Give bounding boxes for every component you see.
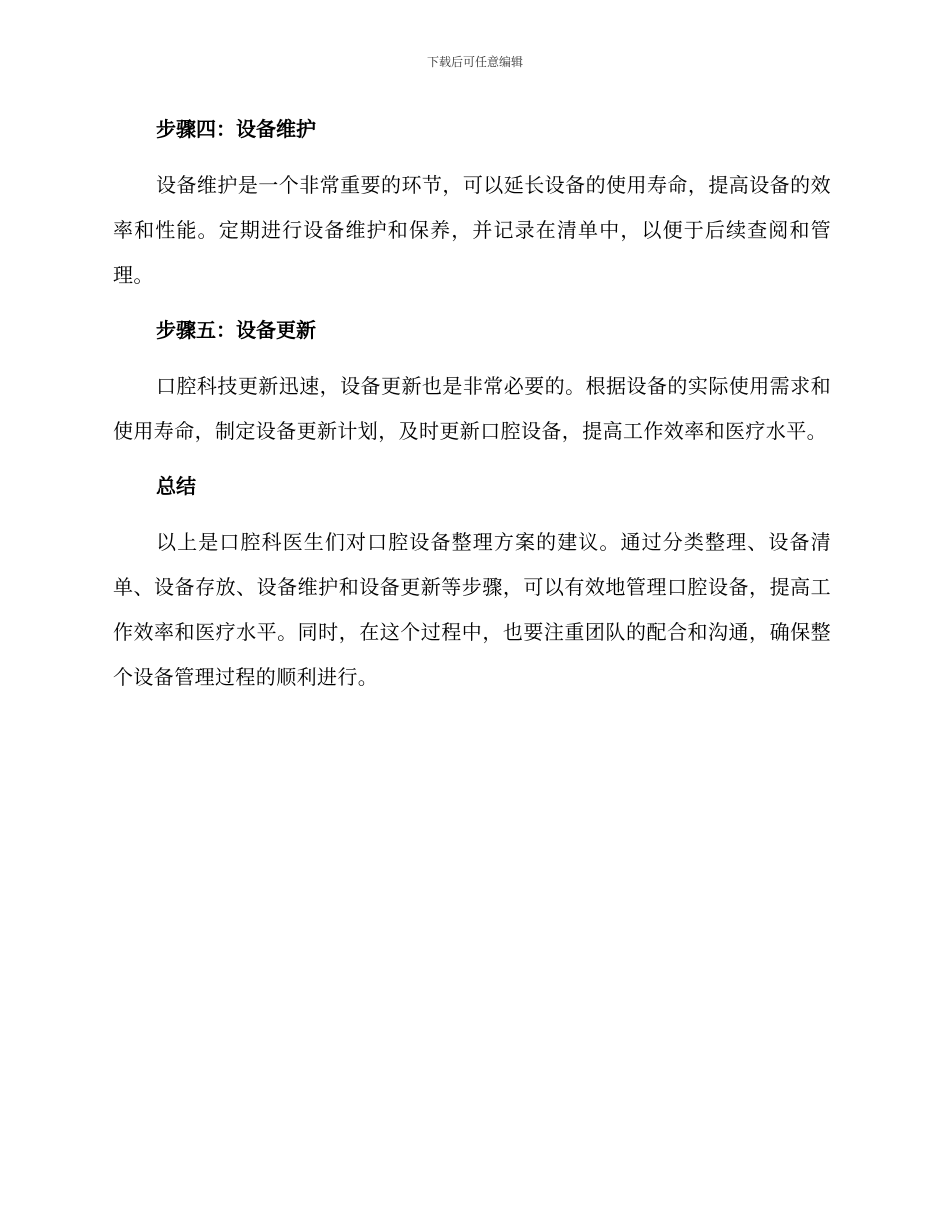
section-heading: 总结 xyxy=(156,474,196,498)
page-header: 下载后可任意编辑 xyxy=(426,55,523,69)
section-paragraph: 以上是口腔科医生们对口腔设备整理方案的建议。通过分类整理、设备清单、设备存放、设备维护和设备更新等步骤，可以有效地管理口腔设备，提高工作效率和医疗水平。同时，在这个过程中，也要注重团队的配合和沟通，确保整个设备管理过程的顺利进行。 xyxy=(113,530,831,689)
section-paragraph: 设备维护是一个非常重要的环节，可以延长设备的使用寿命，提高设备的效率和性能。定期进行设备维护和保养，并记录在清单中，以便于后续查阅和管理。 xyxy=(113,173,831,287)
document-body xyxy=(113,113,831,716)
section-step-four xyxy=(113,113,831,298)
section-heading: 步骤四：设备维护 xyxy=(156,117,316,141)
section-heading: 步骤五：设备更新 xyxy=(156,318,316,342)
section-paragraph: 口腔科技更新迅速，设备更新也是非常必要的。根据设备的实际使用需求和使用寿命，制定设备更新计划，及时更新口腔设备，提高工作效率和医疗水平。 xyxy=(113,374,831,443)
section-summary xyxy=(113,470,831,700)
section-step-five xyxy=(113,314,831,454)
